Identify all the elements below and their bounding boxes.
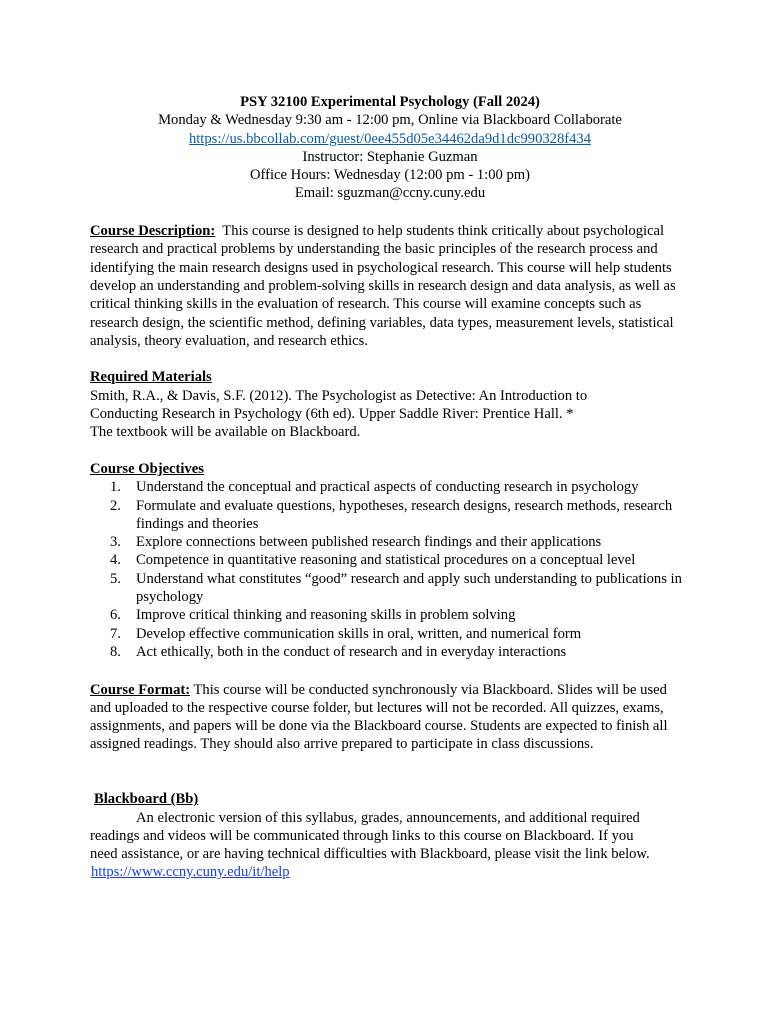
class-schedule: Monday & Wednesday 9:30 am - 12:00 pm, Online via Blackboard Collaborate xyxy=(158,112,622,129)
textbook-note: The textbook will be available on Blackboard. xyxy=(90,424,361,441)
required-materials-section xyxy=(90,368,690,441)
it-help-link[interactable]: https://www.ccny.cuny.edu/it/help xyxy=(91,864,290,881)
syllabus-header xyxy=(90,93,690,203)
list-item: 8. Act ethically, both in the conduct of research and in everyday interactions xyxy=(110,643,567,660)
list-item: 7. Develop effective communication skills in oral, written, and numerical form xyxy=(110,625,582,642)
office-hours: Office Hours: Wednesday (12:00 pm - 1:00 pm) xyxy=(250,167,530,184)
textbook-citation: Smith, R.A., & Davis, S.F. (2012). The Psychologist as Detective: An Introduction to Conducting Research in Psychology (6th ed). Upper Saddle River: Prentice Hall. * xyxy=(90,387,588,423)
list-item: 5. Understand what constitutes “good” research and apply such understanding to publications in psychology xyxy=(110,570,682,606)
course-title: PSY 32100 Experimental Psychology (Fall 2024) xyxy=(240,94,540,110)
course-objectives-heading: Course Objectives xyxy=(90,460,204,477)
blackboard-heading: Blackboard (Bb) xyxy=(94,791,199,808)
course-description-text: This course is designed to help students think critically about psychological research and practical problems by understanding the basic principles of the research process and identifying the main research designs used in psychological research. This course will help students develop an understanding and problem-solving skills in research design and data analysis, as well as critical thinking skills in the evaluation of research. This course will examine concepts such as research design, the scientific method, defining variables, data types, measurement levels, statistical analysis, theory evaluation, and research ethics. xyxy=(90,223,676,349)
course-format-section xyxy=(90,681,690,754)
list-item: 3. Explore connections between published research findings and their applications xyxy=(110,534,602,551)
instructor-email: Email: sguzman@ccny.cuny.edu xyxy=(294,185,486,202)
course-description-section xyxy=(90,222,690,350)
course-format-heading: Course Format: xyxy=(90,681,191,698)
collaborate-link[interactable]: https://us.bbcollab.com/guest/0ee455d05e34462da9d1dc990328f434 xyxy=(188,130,592,147)
required-materials-heading: Required Materials xyxy=(90,369,212,386)
blackboard-text: An electronic version of this syllabus, grades, announcements, and additional required readings and videos will be communicated through links to this course on Blackboard. If you need assistance, or are having technical difficulties with Blackboard, please visit the link below. xyxy=(90,809,650,863)
course-objectives-section xyxy=(90,460,690,661)
objectives-list xyxy=(90,478,690,661)
list-item: 2. Formulate and evaluate questions, hypotheses, research designs, research methods, research findings and theories xyxy=(110,497,673,532)
list-item: 6. Improve critical thinking and reasoning skills in problem solving xyxy=(110,607,516,624)
course-description-heading: Course Description: xyxy=(90,223,216,240)
list-item: 4. Competence in quantitative reasoning and statistical procedures on a conceptual level xyxy=(110,552,636,569)
list-item: 1. Understand the conceptual and practical aspects of conducting research in psychology xyxy=(110,479,639,496)
course-format-text: This course will be conducted synchronously via Blackboard. Slides will be used and uploaded to the respective course folder, but lectures will not be recorded. All quizzes, exams, assignments, and papers will be done via the Blackboard course. Students are expected to finish all assigned readings. They should also arrive prepared to participate in class discussions. xyxy=(90,681,668,753)
syllabus-page xyxy=(90,93,690,882)
instructor-name: Instructor: Stephanie Guzman xyxy=(302,148,478,165)
blackboard-section xyxy=(90,790,690,881)
